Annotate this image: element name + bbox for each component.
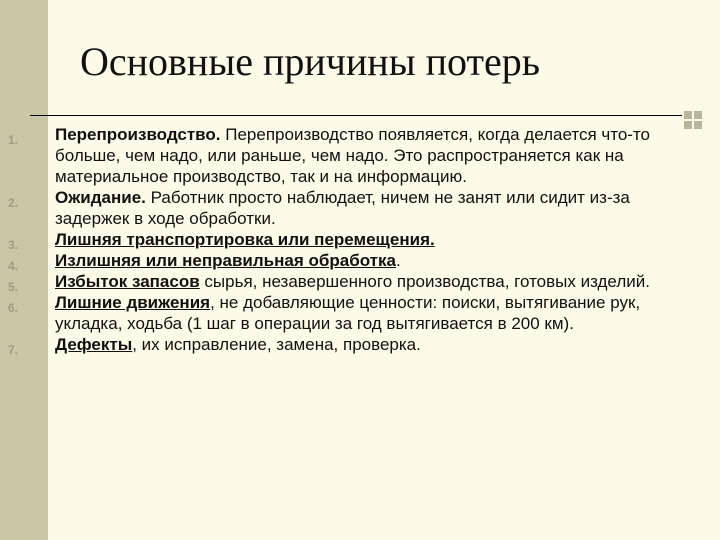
item-lead: Дефекты: [55, 335, 133, 354]
item-number: 7.: [8, 343, 19, 357]
list-item: [0, 271, 720, 292]
decor-square: [694, 111, 702, 119]
item-text: Работник просто наблюдает, ничем не занят или сидит из-за задержек в ходе обработки.: [55, 188, 630, 228]
item-number: 6.: [8, 301, 19, 315]
item-text: , их исправление, замена, проверка.: [132, 335, 421, 354]
item-number: 2.: [8, 196, 19, 210]
item-lead: Излишняя или неправильная обработка: [55, 251, 396, 270]
item-number: 3.: [8, 238, 19, 252]
item-text: сырья, незавершенного производства, готовых изделий.: [199, 272, 650, 291]
item-text: , не добавляющие ценности: поиски, вытягивание рук, укладка, ходьба (1 шаг в операции за год вытягивается в 200 км).: [55, 293, 641, 333]
item-number: 1.: [8, 133, 19, 147]
title-divider: [30, 115, 682, 116]
item-number: 5.: [8, 280, 19, 294]
item-lead: Лишние движения: [55, 293, 211, 312]
item-lead: Избыток запасов: [55, 272, 200, 291]
list-item: [0, 334, 720, 355]
list-item: [0, 292, 720, 334]
item-lead: Лишняя транспортировка или перемещения.: [55, 230, 435, 249]
item-text: Перепроизводство появляется, когда делается что-то больше, чем надо, или раньше, чем надо. Это распространяется как на материальное производство, так и на информацию.: [55, 125, 650, 186]
list-item: [0, 250, 720, 271]
causes-list: [0, 124, 720, 355]
item-text: .: [395, 251, 401, 270]
list-item: [0, 229, 720, 250]
item-lead: Ожидание.: [55, 188, 146, 207]
item-number: 4.: [8, 259, 19, 273]
list-item: [0, 187, 720, 229]
item-lead: Перепроизводство.: [55, 125, 221, 144]
slide-title: Основные причины потерь: [80, 39, 540, 84]
list-item: [0, 124, 720, 187]
decor-square: [684, 111, 692, 119]
